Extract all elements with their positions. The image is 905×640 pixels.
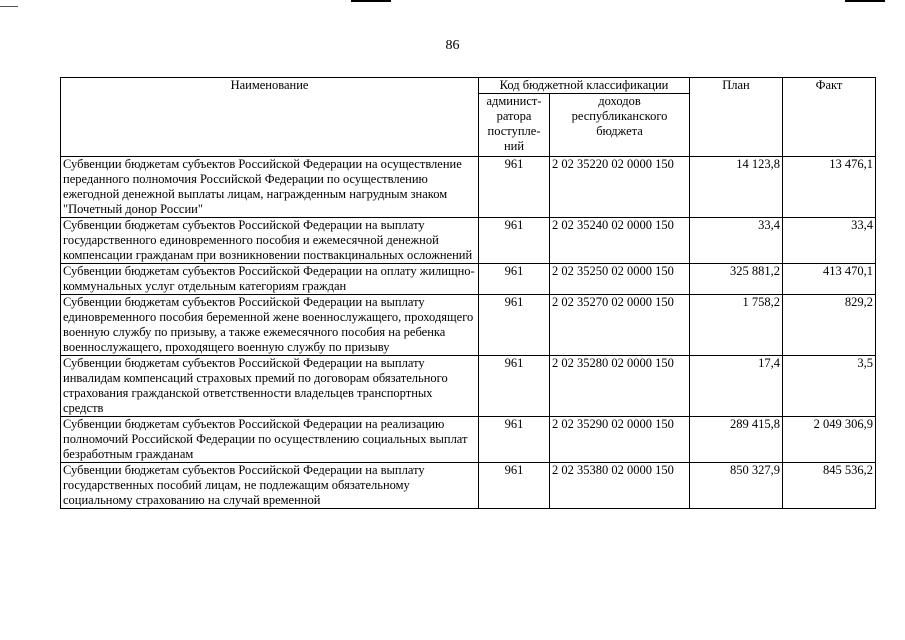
header-name: Наименование bbox=[61, 78, 479, 157]
table-row bbox=[61, 417, 876, 463]
table-row bbox=[61, 295, 876, 356]
page-number: 86 bbox=[445, 38, 460, 53]
row-plan: 289 415,8 bbox=[690, 417, 783, 463]
header-plan: План bbox=[690, 78, 783, 157]
row-admin-code: 961 bbox=[479, 218, 550, 264]
header-admin: админист- ратора поступле- ний bbox=[479, 94, 550, 157]
row-admin-code: 961 bbox=[479, 417, 550, 463]
row-plan: 14 123,8 bbox=[690, 157, 783, 218]
row-name: Субвенции бюджетам субъектов Российской Федерации на выплату инвалидам компенсаций страховых премий по договорам обязательного страхования гражданской ответственности владельцев транспортных средств bbox=[61, 356, 479, 417]
row-fact: 13 476,1 bbox=[783, 157, 876, 218]
scan-artifact-top bbox=[351, 0, 391, 2]
table-row bbox=[61, 356, 876, 417]
row-admin-code: 961 bbox=[479, 264, 550, 295]
row-fact: 2 049 306,9 bbox=[783, 417, 876, 463]
row-name: Субвенции бюджетам субъектов Российской Федерации на реализацию полномочий Российской Федерации по осуществлению социальных выплат безработным гражданам bbox=[61, 417, 479, 463]
table-body bbox=[61, 157, 876, 509]
row-income-code: 2 02 35380 02 0000 150 bbox=[550, 463, 690, 509]
row-income-code: 2 02 35220 02 0000 150 bbox=[550, 157, 690, 218]
row-name: Субвенции бюджетам субъектов Российской Федерации на осуществление переданного полномочия Российской Федерации по осуществлению ежегодной денежной выплаты лицам, награжденным нагрудным знаком "Почетный донор России" bbox=[61, 157, 479, 218]
header-budget-classification: Код бюджетной классификации bbox=[479, 78, 690, 94]
row-name: Субвенции бюджетам субъектов Российской Федерации на оплату жилищно-коммунальных услуг отдельным категориям граждан bbox=[61, 264, 479, 295]
row-admin-code: 961 bbox=[479, 157, 550, 218]
scan-artifact-left bbox=[0, 6, 18, 7]
table-header bbox=[61, 78, 876, 157]
row-fact: 829,2 bbox=[783, 295, 876, 356]
header-income: доходов республиканского бюджета bbox=[550, 94, 690, 157]
row-income-code: 2 02 35280 02 0000 150 bbox=[550, 356, 690, 417]
table-row bbox=[61, 218, 876, 264]
row-income-code: 2 02 35290 02 0000 150 bbox=[550, 417, 690, 463]
row-name: Субвенции бюджетам субъектов Российской Федерации на выплату государственных пособий лицам, не подлежащим обязательному социальному страхованию на случай временной bbox=[61, 463, 479, 509]
row-name: Субвенции бюджетам субъектов Российской Федерации на выплату единовременного пособия беременной жене военнослужащего, проходящего военную службу по призыву, а также ежемесячного пособия на ребенка военнослужащего, проходящего военную службу по призыву bbox=[61, 295, 479, 356]
row-income-code: 2 02 35240 02 0000 150 bbox=[550, 218, 690, 264]
table-row bbox=[61, 463, 876, 509]
row-fact: 413 470,1 bbox=[783, 264, 876, 295]
row-plan: 325 881,2 bbox=[690, 264, 783, 295]
header-fact: Факт bbox=[783, 78, 876, 157]
table-row bbox=[61, 264, 876, 295]
row-plan: 850 327,9 bbox=[690, 463, 783, 509]
row-admin-code: 961 bbox=[479, 463, 550, 509]
row-plan: 1 758,2 bbox=[690, 295, 783, 356]
table-row bbox=[61, 157, 876, 218]
header-row-1 bbox=[61, 78, 876, 94]
row-plan: 33,4 bbox=[690, 218, 783, 264]
row-fact: 33,4 bbox=[783, 218, 876, 264]
budget-table bbox=[60, 77, 876, 509]
row-fact: 845 536,2 bbox=[783, 463, 876, 509]
row-income-code: 2 02 35250 02 0000 150 bbox=[550, 264, 690, 295]
row-admin-code: 961 bbox=[479, 356, 550, 417]
row-fact: 3,5 bbox=[783, 356, 876, 417]
row-plan: 17,4 bbox=[690, 356, 783, 417]
scan-artifact-top-right bbox=[845, 0, 885, 2]
row-admin-code: 961 bbox=[479, 295, 550, 356]
row-income-code: 2 02 35270 02 0000 150 bbox=[550, 295, 690, 356]
row-name: Субвенции бюджетам субъектов Российской Федерации на выплату государственного единовременного пособия и ежемесячной денежной компенсации гражданам при возникновении поствакцинальных осложнений bbox=[61, 218, 479, 264]
